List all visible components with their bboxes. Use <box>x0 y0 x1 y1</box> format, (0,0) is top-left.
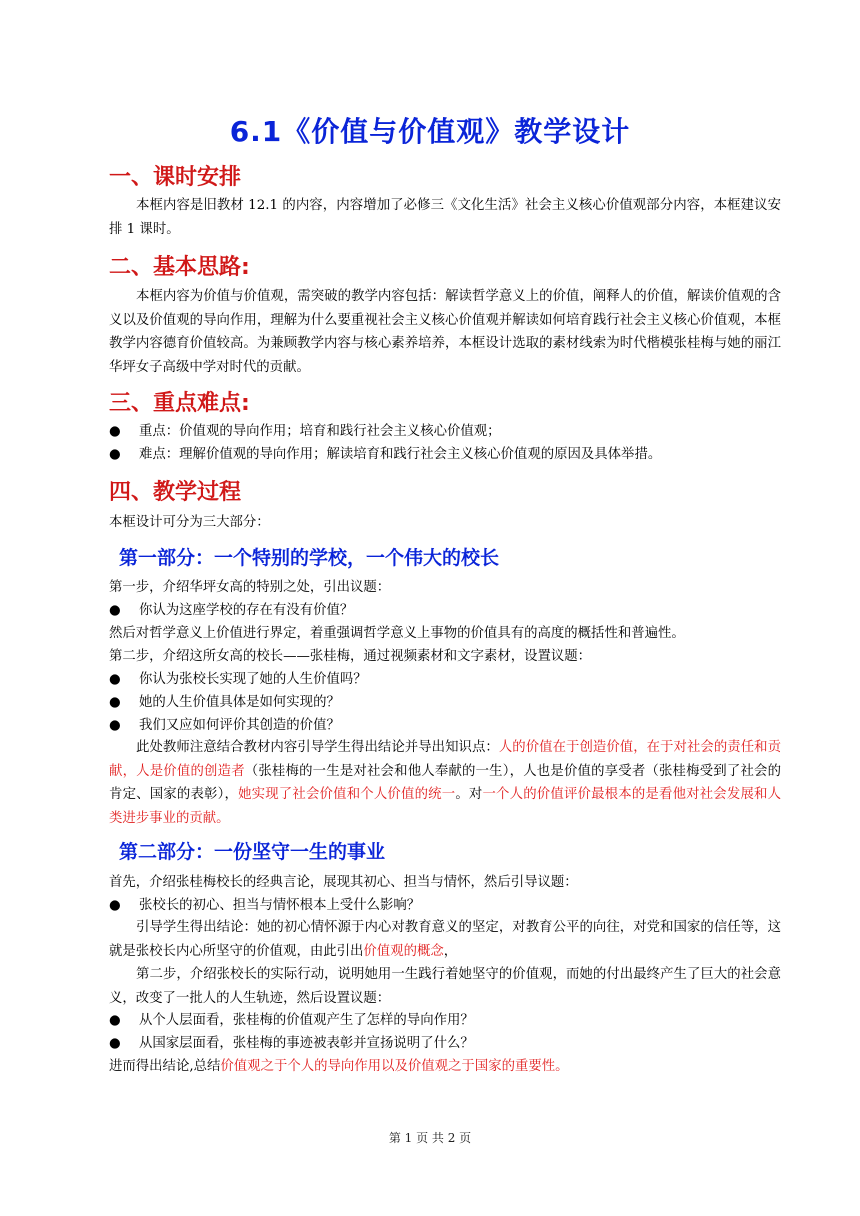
question-text: 你认为这座学校的存在有没有价值？ <box>139 603 354 618</box>
section-heading-process: 四、教学过程 <box>109 480 242 505</box>
bullet-dot-icon: ● <box>109 1036 121 1051</box>
bullet-key-point <box>109 420 781 444</box>
question-text: 你认为张校长实现了她的人生价值吗？ <box>139 672 367 687</box>
question-text: 从个人层面看，张桂梅的价值观产生了怎样的导向作用？ <box>139 1013 474 1028</box>
section-heading-key-points: 三、重点难点: <box>109 391 250 416</box>
guide-text: ， <box>443 943 458 959</box>
page-footer: 第 1 页 共 2 页 <box>388 1131 472 1145</box>
part2-heading: 第二部分：一份坚守一生的事业 <box>119 841 386 863</box>
part2-first <box>109 871 781 895</box>
part1-step1: 第一步，介绍华坪女高的特别之处，引出议题： <box>109 580 391 595</box>
bullet-dot-icon: ● <box>109 1013 121 1028</box>
part1-after1: 然后对哲学意义上价值进行界定，着重强调哲学意义上事物的价值具有的高度的概括性和普遍性。 <box>109 626 685 641</box>
part1-question-1 <box>109 599 781 623</box>
bullet-dot-icon: ● <box>109 898 121 913</box>
bullet-dot-icon: ● <box>109 424 121 439</box>
question-text: 她的人生价值具体是如何实现的？ <box>139 695 340 710</box>
part2-guide <box>109 916 781 963</box>
question-text: 张校长的初心、担当与情怀根本上受什么影响？ <box>139 898 421 913</box>
part1-question-2 <box>109 668 781 692</box>
part1-step2: 第二步，介绍这所女高的校长——张桂梅，通过视频素材和文字素材，设置议题： <box>109 649 592 664</box>
section-heading-approach: 二、基本思路: <box>109 255 250 280</box>
part2-end <box>109 1055 781 1079</box>
part1-heading: 第一部分：一个特别的学校，一个伟大的校长 <box>119 547 500 569</box>
bullet-dot-icon: ● <box>109 718 121 733</box>
guide-text: 引导学生得出结论：她的初心情怀源于内心对教育意义的坚定，对教育公平的向往，对党和国家的信任等，这就是张校长内心所坚守的价值观，由此引出 <box>109 920 781 959</box>
key-point-text: 重点：价值观的导向作用；培育和践行社会主义核心价值观； <box>139 424 501 439</box>
part2-question-2 <box>109 1009 781 1033</box>
part1-question-4 <box>109 714 781 738</box>
end-text: 进而得出结论,总结 <box>109 1059 221 1074</box>
part2-question-1 <box>109 894 781 918</box>
process-intro <box>109 511 781 535</box>
part2-step2: 第二步，介绍张校长的实际行动，说明她用一生践行着她坚守的价值观，而她的付出最终产生了巨大的社会意义，改变了一批人的人生轨迹，然后设置议题： <box>109 967 781 1006</box>
part2-question-3 <box>109 1032 781 1056</box>
section-heading-schedule: 一、课时安排 <box>109 165 242 190</box>
part1-conclusion <box>109 736 781 830</box>
bullet-dot-icon: ● <box>109 672 121 687</box>
highlight-text: 价值观之于个人的导向作用以及价值观之于国家的重要性。 <box>220 1059 569 1074</box>
document-title: 6.1《价值与价值观》教学设计 <box>229 115 631 148</box>
difficult-point-text: 难点：理解价值观的导向作用；解读培育和践行社会主义核心价值观的原因及具体举措。 <box>139 447 662 462</box>
bullet-difficult-point <box>109 443 781 467</box>
question-text: 从国家层面看，张桂梅的事迹被表彰并宣扬说明了什么？ <box>139 1036 474 1051</box>
highlight-text: 她实现了社会价值和个人价值的统一 <box>238 787 456 802</box>
conclusion-text: 。对 <box>455 787 483 802</box>
question-text: 我们又应如何评价其创造的价值？ <box>139 718 340 733</box>
part1-question-3 <box>109 691 781 715</box>
bullet-dot-icon: ● <box>109 695 121 710</box>
part2-first-text: 首先，介绍张桂梅校长的经典言论，展现其初心、担当与情怀，然后引导议题： <box>109 875 578 890</box>
bullet-dot-icon: ● <box>109 447 121 462</box>
approach-paragraph: 本框内容为价值与价值观，需突破的教学内容包括：解读哲学意义上的价值，阐释人的价值，解读价值观的含义以及价值观的导向作用，理解为什么要重视社会主义核心价值观并解读如何培育践行社会主义核心价值观，本框教学内容德育价值较高。为兼顾教学内容与核心素养培养，本框设计选取的素材线索为时代楷模张桂梅与她的丽江华坪女子高级中学对时代的贡献。 <box>109 289 781 375</box>
bullet-dot-icon: ● <box>109 603 121 618</box>
schedule-paragraph: 本框内容是旧教材 12.1 的内容，内容增加了必修三《文化生活》社会主义核心价值观部分内容，本框建议安排 1 课时。 <box>109 198 781 237</box>
highlight-text: 人的价值在于创造价值，在于对社会的责任和贡献，人是价值的创造者 <box>109 740 782 779</box>
highlight-text: 价值观的概念 <box>363 943 444 959</box>
conclusion-text: （张桂梅的一生是对社会和他人奉献的一生），人也是价值的享受者（张桂梅受到了社会的肯定、国家的表彰）， <box>109 763 781 802</box>
process-intro-text: 本框设计可分为三大部分： <box>109 515 270 530</box>
highlight-text: 一个人的价值评价最根本的是看他对社会发展和人类进步事业的贡献。 <box>109 787 782 826</box>
conclusion-text: 此处教师注意结合教材内容引导学生得出结论并导出知识点： <box>136 740 499 755</box>
